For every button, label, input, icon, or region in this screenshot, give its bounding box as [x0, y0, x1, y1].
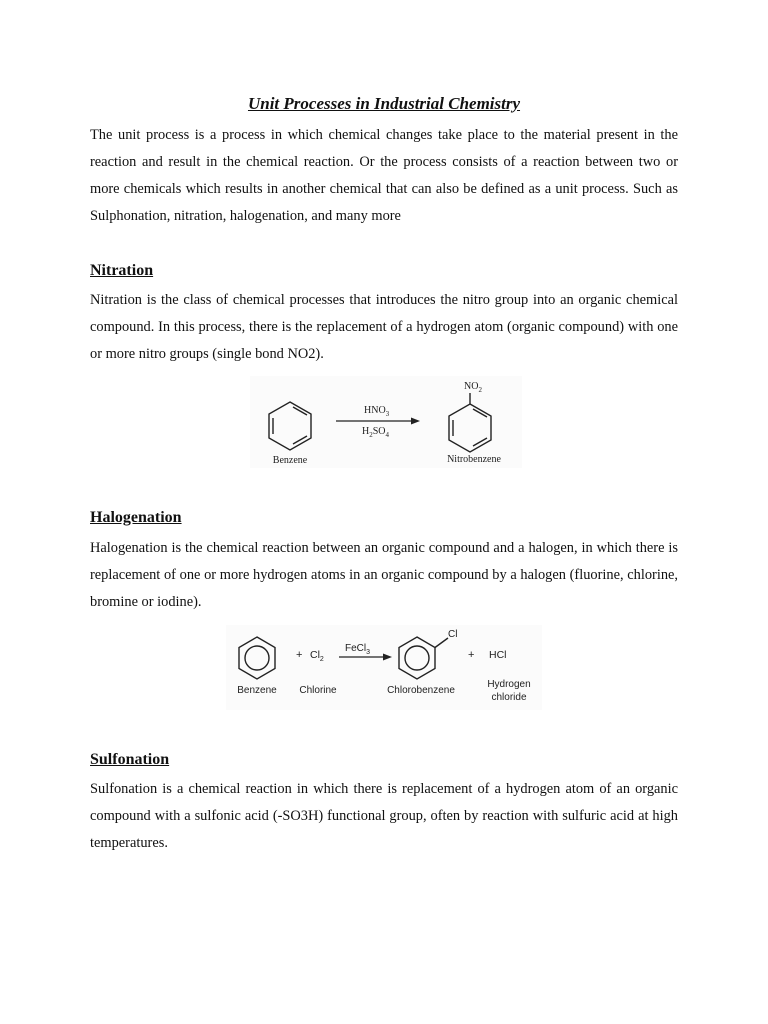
benzene-label: Benzene	[272, 455, 308, 466]
benzene-label: Benzene	[237, 685, 277, 696]
sulfonation-heading: Sulfonation	[90, 751, 170, 768]
nitration-reaction-figure	[250, 376, 522, 468]
chlorobenzene-ring	[399, 637, 448, 679]
benzene-ring	[269, 402, 311, 450]
plus-sign-1: +	[296, 649, 303, 661]
chlorine-formula: $Cl_2$	[310, 649, 324, 663]
chlorine-label: Chlorine	[299, 685, 337, 696]
page-title: Unit Processes in Industrial Chemistry	[247, 94, 521, 113]
catalyst-formula: FeCl$_3$	[345, 643, 371, 656]
nitration-reaction-diagram	[250, 376, 522, 468]
intro-paragraph: The unit process is a process in which chemical changes take place to the material present in the reaction and result in the chemical reaction. Or the process consists of a reaction between two or more chemicals which results in another chemical that can also be defined as a unit process. Such as Sulphonation, nitration, halogenation, and many more	[90, 127, 678, 224]
hydrogen-chloride-label-line2: chloride	[491, 692, 527, 703]
benzene-ring	[239, 637, 275, 679]
nitration-reagent-top: $HNO_3$	[364, 405, 390, 418]
hcl-formula: HCl	[489, 649, 507, 661]
sulfonation-paragraph: Sulfonation is a chemical reaction in which there is replacement of a hydrogen atom of an organic compound with a sulfonic acid (-SO3H) functional group, often by reaction with sulfuric acid at high temperatures.	[90, 781, 678, 851]
nitrobenzene-label: Nitrobenzene	[447, 454, 501, 465]
halogenation-heading: Halogenation	[90, 509, 182, 526]
hydrogen-chloride-label-line1: Hydrogen	[487, 679, 531, 690]
nitration-reagent-bottom: $H_2SO_4$	[362, 426, 390, 439]
chlorobenzene-label: Chlorobenzene	[387, 685, 455, 696]
reaction-arrow	[336, 418, 420, 425]
halogenation-reaction-figure	[226, 625, 542, 710]
halogenation-paragraph: Halogenation is the chemical reaction between an organic compound and a halogen, in which there is replacement of one or more hydrogen atoms in an organic compound by a halogen (fluorine, chlorine, bromine or iodine).	[90, 540, 678, 610]
halogenation-reaction-diagram	[226, 625, 542, 710]
chloro-substituent-label: Cl	[448, 629, 458, 640]
nitro-group-label: $NO_2$	[464, 381, 482, 394]
plus-sign-2: +	[468, 649, 475, 661]
nitrobenzene-ring	[449, 393, 491, 452]
nitration-paragraph: Nitration is the class of chemical processes that introduces the nitro group into an organic chemical compound. In this process, there is the replacement of a hydrogen atom (organic compound) with one or more nitro groups (single bond NO2).	[90, 292, 678, 362]
nitration-heading: Nitration	[90, 262, 154, 279]
